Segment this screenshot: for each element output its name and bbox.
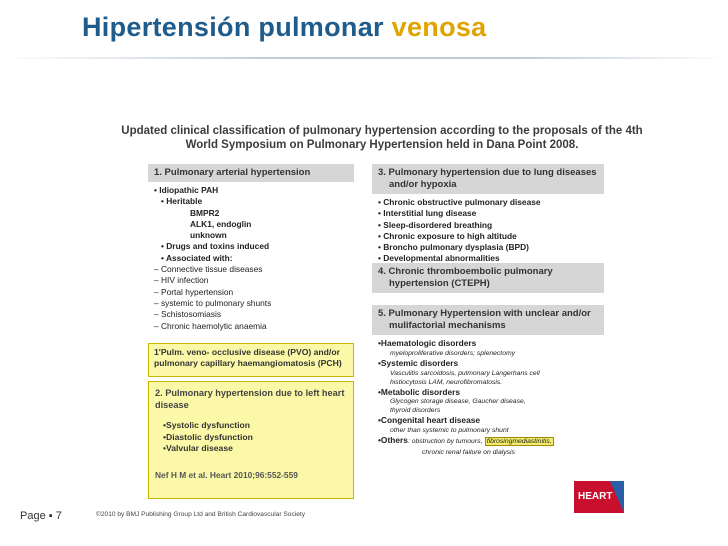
group5-congenital-detail: other than systemic to pulmonary shunt [390, 427, 509, 435]
group5-metabolic: •Metabolic disorders [378, 386, 461, 397]
group1-item: – Chronic haemolytic anaemia [154, 320, 267, 331]
group3-header-line1: 3. Pulmonary hypertension due to lung diseases [378, 167, 597, 178]
copyright-notice: ©2010 by BMJ Publishing Group Ltd and British Cardiovascular Society [96, 511, 306, 518]
group1-list [148, 182, 354, 335]
title-accent: venosa [391, 12, 487, 42]
group3-item: • Chronic obstructive pulmonary disease [378, 197, 541, 207]
group1-item: • Heritable [161, 196, 203, 207]
group2-header-line2: disease [155, 400, 189, 410]
group1-item: – Connective tissue diseases [154, 264, 263, 275]
group1-item: – HIV infection [154, 275, 209, 286]
figure-title [112, 124, 652, 152]
group5-metabolic-detail: Glycogen storage disease, Gaucher disease, [390, 398, 526, 406]
group2-box [148, 381, 354, 499]
group5-haematologic: •Haematologic disorders [378, 338, 477, 348]
group3-item: • Developmental abnormalities [378, 253, 500, 264]
group5-others-detail: : obstruction by tumours, [407, 438, 483, 446]
group1-item: – systemic to pulmonary shunts [154, 297, 272, 308]
group5-others-detail2: chronic renal failure on dialysis [422, 448, 515, 456]
group4-header-line1: 4. Chronic thromboembolic pulmonary [378, 266, 553, 277]
group5-list [372, 335, 604, 460]
title-divider [0, 57, 728, 59]
slide-title [82, 12, 487, 43]
group5-header-line2: mulifactorial mechanisms [389, 320, 506, 331]
group1-item: unknown [190, 230, 227, 241]
group3-list [372, 194, 604, 268]
group5-systemic: •Systemic disorders [378, 357, 459, 368]
title-main: Hipertensión pulmonar [82, 12, 384, 42]
group5-systemic-detail: Vasculitis sarcoidosis, pulmonary Langerhans cell [390, 369, 540, 377]
group2-item: •Diastolic dysfunction [163, 431, 253, 442]
figure-reference: Nef H M et al. Heart 2010;96:552-559 [155, 469, 298, 480]
group5-box [372, 305, 604, 460]
group1-prime-box [148, 343, 354, 377]
group1-item: • Idiopathic PAH [154, 185, 219, 195]
group5-header [372, 305, 604, 335]
page-number: Page ▪ 7 [20, 510, 62, 522]
group1-item: • Drugs and toxins induced [161, 241, 270, 252]
group3-header [372, 164, 604, 194]
group5-systemic-detail: histiocytosis LAM, neurofibromatosis. [390, 378, 503, 386]
group1-item: – Portal hypertension [154, 286, 234, 297]
group1-prime-line1: 1'Pulm. veno- occlusive disease (PVO) and/or [154, 347, 340, 357]
group1-item: BMPR2 [190, 207, 220, 218]
figure-title-line1: Updated clinical classification of pulmonary hypertension according to the proposals of the 4th [121, 125, 643, 137]
group1-header: 1. Pulmonary arterial hypertension [148, 164, 354, 182]
group1-item: ALK1, endoglin [190, 218, 252, 229]
highlighted-term: fibrosingmediastinitis, [486, 438, 552, 446]
group2-list [149, 420, 353, 455]
group2-header [149, 382, 353, 416]
group1-item: – Schistosomiasis [154, 309, 222, 320]
group3-item: • Sleep-disordered breathing [378, 219, 493, 230]
heart-journal-logo [574, 481, 624, 513]
logo-text: HEART [578, 491, 613, 502]
group1-prime-line2: pulmonary capillary haemangiomatosis (PCH) [154, 358, 342, 368]
group3-item: • Chronic exposure to high altitude [378, 230, 517, 241]
figure-title-line2: World Symposium on Pulmonary Hypertension held in Dana Point 2008. [185, 139, 579, 151]
group2-item: •Systolic dysfunction [163, 420, 251, 430]
group5-metabolic-detail: thyroid disorders [390, 407, 441, 415]
group4-box [372, 263, 604, 293]
group5-others-label: •Others [378, 435, 408, 446]
group5-haematologic-detail: myeloproliferative disorders; splenectomy [390, 349, 516, 357]
group2-item: •Valvular disease [163, 443, 233, 453]
group5-header-line1: 5. Pulmonary Hypertension with unclear and/or [378, 308, 591, 319]
group4-header-line2: hypertension (CTEPH) [389, 278, 490, 289]
group4-header [372, 263, 604, 293]
group2-header-line1: 2. Pulmonary hypertension due to left heart [155, 388, 345, 398]
group5-congenital: •Congenital heart disease [378, 415, 481, 426]
group5-others [378, 435, 598, 448]
group3-box [372, 164, 604, 268]
group3-header-line2: and/or hypoxia [389, 179, 457, 190]
group3-item: • Broncho pulmonary dysplasia (BPD) [378, 242, 529, 253]
group3-item: • Interstitial lung disease [378, 208, 477, 219]
group1-box [148, 164, 354, 335]
group1-item: • Associated with: [161, 252, 233, 263]
